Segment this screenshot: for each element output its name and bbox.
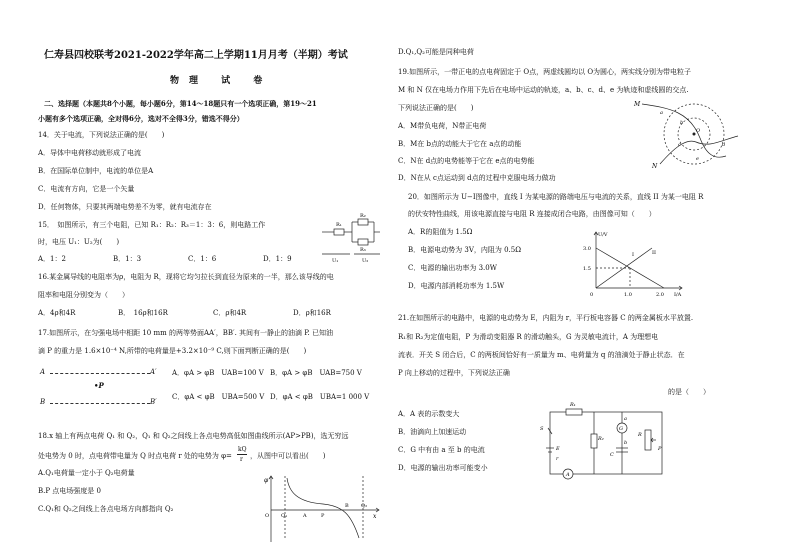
q19-option-c: C．N在 d点的电势能等于它在 e点的电势能: [398, 157, 535, 165]
exam-subject: 物理 试 卷: [170, 76, 273, 86]
graph-q1-label: Q₁: [281, 513, 288, 519]
label-r2: R₂: [598, 436, 604, 442]
plane-b-prime-label: B′: [150, 398, 157, 406]
q21-stem-4b: 的是（ ）: [668, 388, 710, 396]
q20-option-b: B．电源电动势为 3V，内阻为 0.5Ω: [408, 246, 522, 254]
q21-circuit-diagram: [538, 400, 670, 484]
q17-option-a: A．φA > φB UAB=100 V: [172, 369, 264, 377]
label-r1: R₁: [570, 402, 576, 408]
q15-option-d: D．1：9: [263, 255, 292, 263]
section-instructions-1: 二、选择题（本题共8个小题，每小题6分，第14～18题只有一个选项正确，第19～21: [44, 99, 317, 108]
oil-drop-p: •P: [94, 381, 104, 390]
q20-ui-graph: [582, 228, 686, 298]
q16-option-a: A．4ρ和4R: [38, 309, 76, 317]
label-u1: U₁: [332, 258, 339, 264]
q19-stem-2: M 和 N 仅在电场力作用下先后在电场中运动的轨迹，a、b、c、d、e 为轨迹和虚线圆的交点.: [398, 86, 689, 94]
graph-phi-label: φ: [264, 477, 269, 484]
q21-stem-3: 流表．开关 S 闭合后，C 的两板间恰好有一质量为 m、电荷量为 q 的油滴处于静止状态．在: [398, 351, 685, 359]
label-s: S: [540, 426, 544, 432]
q17-stem-1: 17.如图所示，在匀强电场中相距 10 mm 的两等势面AA′，BB′. 其间有一静止的油滴 P. 已知油: [38, 329, 333, 337]
label-e: E: [556, 446, 560, 452]
q20-option-a: A．R的阻值为 1.5Ω: [408, 228, 473, 236]
label-big-r: R: [638, 432, 642, 438]
q16-stem-1: 16.某金属导线的电阻率为ρ，电阻为 R，现将它均匀拉长到直径为原来的一半，那么该导线的电: [38, 273, 334, 281]
q18-potential-graph: [263, 472, 383, 544]
graph-x-label: x: [373, 513, 377, 520]
q14-option-d: D．任何物体，只要其两端电势差不为零，就有电流存在: [38, 203, 212, 211]
plane-b-label: B: [40, 398, 46, 406]
q18-stem-1: 18.x 轴上有两点电荷 Q₁ 和 Q₂，Q₁ 和 Q₂之间线上各点电势高低如图曲线所示(AP>PB)，选无穷远: [38, 432, 349, 440]
q18-option-a: A.Q₁电荷量一定小于 Q₂电荷量: [38, 469, 135, 477]
q17-option-d: D．φA < φB UBA=1 000 V: [270, 393, 370, 401]
q19-field-diagram: [630, 98, 742, 170]
q20-option-d: D．电源内部消耗功率为 1.5W: [408, 282, 505, 290]
left-column: [38, 0, 383, 560]
q15-circuit-diagram: [320, 212, 382, 266]
q16-option-d: D．ρ和16R: [293, 309, 331, 317]
label-r1: R₁: [336, 222, 342, 228]
axis-x-label: I/A: [674, 292, 682, 298]
q16-stem-2: 阻率和电阻分别变为（ ）: [38, 291, 129, 299]
q19-option-b: B．M在 b点的动能大于它在 a点的动能: [398, 140, 522, 148]
q14-option-b: B．在国际单位制中，电流的单位是A: [38, 167, 154, 175]
q20-stem-1: 20．如图所示为 U−I图像中，直线 I 为某电源的路端电压与电流的关系，直线 II 为某一电阻 R: [408, 193, 704, 201]
label-p: P: [658, 446, 662, 452]
q20-stem-2: 的伏安特性曲线，用该电源直接与电阻 R 连接成闭合电路，由图像可知（ ）: [408, 210, 656, 218]
label-u2: U₂: [362, 258, 369, 264]
q15-option-c: C．1：6: [188, 255, 217, 263]
q18-formula-denominator: r: [240, 456, 243, 463]
q18-option-d: D.Q₁,Q₂可能是同种电荷: [398, 48, 474, 56]
label-r2: R₂: [360, 213, 366, 219]
exam-title: 仁寿县四校联考2021-2022学年高二上学期11月月考（半期）考试: [44, 50, 348, 61]
plane-a-prime-label: A′: [150, 368, 157, 376]
q20-option-c: C．电源的输出功率为 3.0W: [408, 264, 497, 272]
xtick-2: 2.0: [656, 292, 664, 298]
origin-label: 0: [590, 292, 594, 298]
line-ii-label: II: [652, 250, 656, 256]
line-i-label: I: [632, 252, 634, 258]
q21-option-a: A．A 表的示数变大: [398, 410, 460, 418]
label-ammeter: A: [566, 472, 570, 478]
label-g: G: [619, 426, 623, 432]
q15-stem-2: 时，电压 U₁：U₂为( ): [38, 238, 120, 246]
label-a: a: [660, 110, 663, 116]
q18-formula-pre: 处电势为 0 时，点电荷带电量为 Q 时点电荷 r 处的电势为 φ=: [38, 452, 232, 460]
q14-option-c: C．电流有方向，它是一个矢量: [38, 185, 135, 193]
label-o: O: [696, 128, 701, 134]
label-d: d: [722, 142, 726, 148]
label-e: e: [696, 156, 699, 162]
q17-stem-2: 滴 P 的重力是 1.6×10⁻⁴ N,所带的电荷量是+3.2×10⁻⁹ C,则下面判断正确的是( ): [38, 347, 307, 355]
q15-option-b: B．1：3: [113, 255, 142, 263]
q18-option-c: C.Q₁和 Q₂之间线上各点电场方向都指向 Q₂: [38, 505, 174, 513]
section-instructions-2: 小题有多个选项正确，全对得6分，选对不全得3分，错选不得分）: [38, 114, 244, 123]
label-a-point: a: [624, 416, 627, 422]
graph-a-label: A: [303, 513, 307, 519]
graph-origin-label: O: [265, 513, 270, 519]
q21-option-d: D．电源的输出功率可能变小: [398, 464, 488, 472]
plane-a-label: A: [40, 368, 46, 376]
label-c: c: [678, 142, 681, 148]
q19-stem-3: 下列说法正确的是( ): [398, 104, 474, 112]
q17-option-c: C．φA < φB UBA=500 V: [172, 393, 265, 401]
label-c: C: [610, 452, 614, 458]
q19-option-a: A．M带负电荷，N带正电荷: [398, 122, 487, 130]
label-b: b: [680, 120, 684, 126]
axis-y-label: U/V: [598, 232, 608, 238]
ytick-1-5: 1.5: [583, 266, 591, 272]
q15-stem-1: 15． 如图所示，有三个电阻，已知 R₁：R₂：R₃＝1：3：6，则电路工作: [38, 221, 266, 229]
plane-bb-line: [50, 403, 150, 404]
q17-option-b: B．φA > φB UAB=750 V: [270, 369, 362, 377]
graph-q2-label: Q₂: [361, 503, 368, 509]
q14-option-a: A．导体中电荷移动就形成了电流: [38, 149, 142, 157]
q19-stem-1: 19.如图所示，一带正电的点电荷固定于 O点，两虚线圆均以 O为圆心，两实线分别为带电粒子: [398, 68, 692, 76]
q18-formula-bar: [237, 454, 247, 455]
q18-option-b: B.P 点电场强度是 0: [38, 487, 101, 495]
q19-option-d: D．N在从 c点运动到 d点的过程中克服电场力做功: [398, 174, 556, 182]
q21-stem-2: R₁和 R₂为定值电阻，P 为滑动变阻器 R 的滑动触头，G 为灵敏电流计，A 为理想电: [398, 333, 659, 341]
label-r: r: [556, 456, 559, 462]
q21-stem-4: P 向上移动的过程中，下列说法正确: [398, 369, 510, 377]
q18-formula-post: ，从图中可以看出( ): [250, 452, 326, 460]
q21-option-b: B．油滴向上加速运动: [398, 428, 467, 436]
graph-b-label: B: [345, 503, 349, 509]
ytick-3: 3.0: [583, 246, 591, 252]
label-m: M: [634, 101, 641, 108]
graph-p-label: P: [321, 513, 325, 519]
q16-option-b: B． 16ρ和16R: [118, 309, 168, 317]
q21-option-c: C．G 中有由 a 至 b 的电流: [398, 446, 485, 454]
q16-option-c: C．ρ和4R: [213, 309, 247, 317]
label-n: N: [652, 163, 658, 170]
right-column: [398, 0, 758, 560]
q15-option-a: A．1：2: [38, 255, 66, 263]
q21-stem-1: 21.在如图所示的电路中，电源的电动势为 E，内阻为 r，平行板电容器 C 的两金属板水平放置.: [398, 314, 694, 322]
q14-stem: 14．关于电流，下列说法正确的是( ): [38, 131, 165, 139]
label-b-point: b: [624, 440, 628, 446]
plane-aa-line: [50, 373, 150, 374]
xtick-1: 1.0: [624, 292, 632, 298]
label-r3: R₃: [360, 247, 366, 253]
q18-formula-numerator: kQ: [238, 446, 247, 453]
